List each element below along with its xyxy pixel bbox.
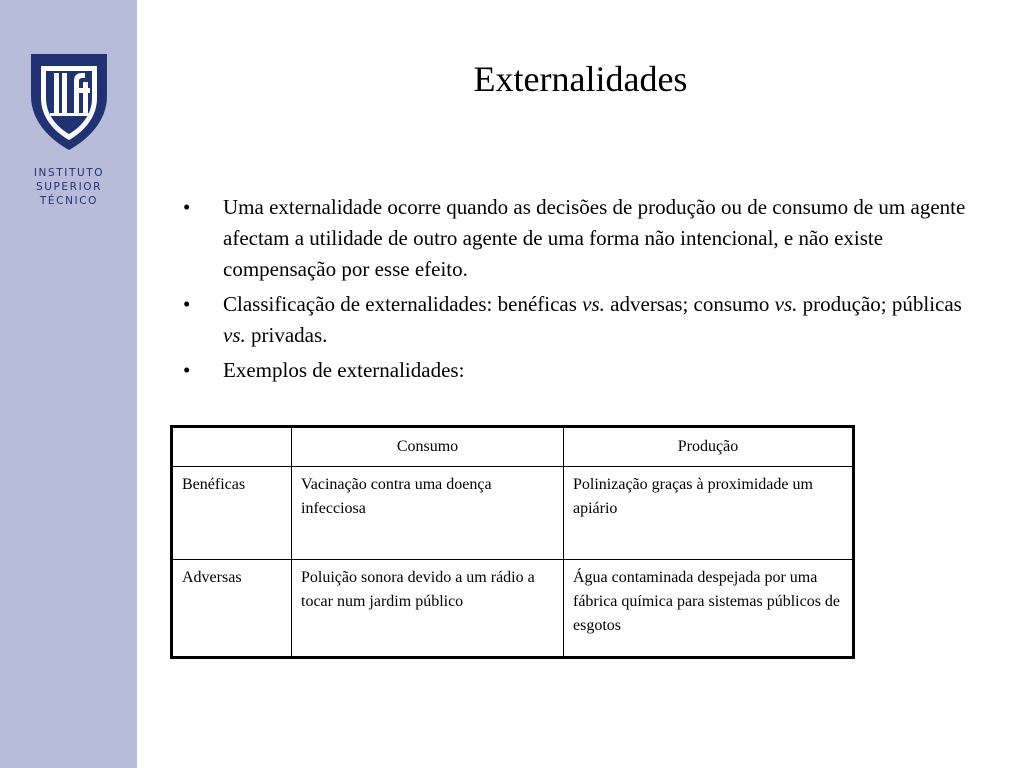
table-header-cell: Consumo bbox=[292, 427, 564, 467]
table-cell: Água contaminada despejada por uma fábrica química para sistemas públicos de esgotos bbox=[564, 560, 854, 658]
table-header-row bbox=[172, 427, 854, 467]
bullet-text-italic: vs. bbox=[223, 323, 246, 347]
bullet-item bbox=[180, 289, 980, 351]
logo-line: INSTITUTO bbox=[33, 167, 105, 179]
row-label-cell: Benéficas bbox=[172, 467, 292, 560]
table-row bbox=[172, 560, 854, 658]
sidebar bbox=[0, 0, 137, 768]
logo-wordmark bbox=[24, 166, 114, 208]
ist-logo bbox=[24, 52, 114, 208]
externalities-table bbox=[170, 425, 855, 659]
table-cell: Polinização graças à proximidade um apiário bbox=[564, 467, 854, 560]
bullet-text: Uma externalidade ocorre quando as decisões de produção ou de consumo de um agente afectam a utilidade de outro agente de uma forma não intencional, e não existe compensação por esse efeito. bbox=[223, 195, 966, 281]
bullet-text-italic: vs. bbox=[582, 292, 605, 316]
bullet-text: Classificação de externalidades: benéficas bbox=[223, 292, 583, 316]
table-header-cell bbox=[172, 427, 292, 467]
logo-line: SUPERIOR bbox=[35, 181, 103, 193]
row-label-cell: Adversas bbox=[172, 560, 292, 658]
bullet-text: adversas; consumo bbox=[604, 292, 775, 316]
bullet-item bbox=[180, 355, 980, 386]
bullet-text-italic: vs. bbox=[774, 292, 798, 316]
bullet-text: produção; públicas bbox=[797, 292, 962, 316]
bullet-list bbox=[180, 192, 980, 390]
table-header-cell: Produção bbox=[564, 427, 854, 467]
bullet-text: privadas. bbox=[245, 323, 328, 347]
shield-icon bbox=[29, 52, 109, 152]
logo-line: TÉCNICO bbox=[39, 195, 99, 207]
bullet-text: Exemplos de externalidades: bbox=[223, 358, 465, 382]
bullet-item bbox=[180, 192, 980, 285]
slide-title: Externalidades bbox=[473, 59, 688, 99]
table-cell: Vacinação contra uma doença infecciosa bbox=[292, 467, 564, 560]
table-row bbox=[172, 467, 854, 560]
table-cell: Poluição sonora devido a um rádio a tocar num jardim público bbox=[292, 560, 564, 658]
